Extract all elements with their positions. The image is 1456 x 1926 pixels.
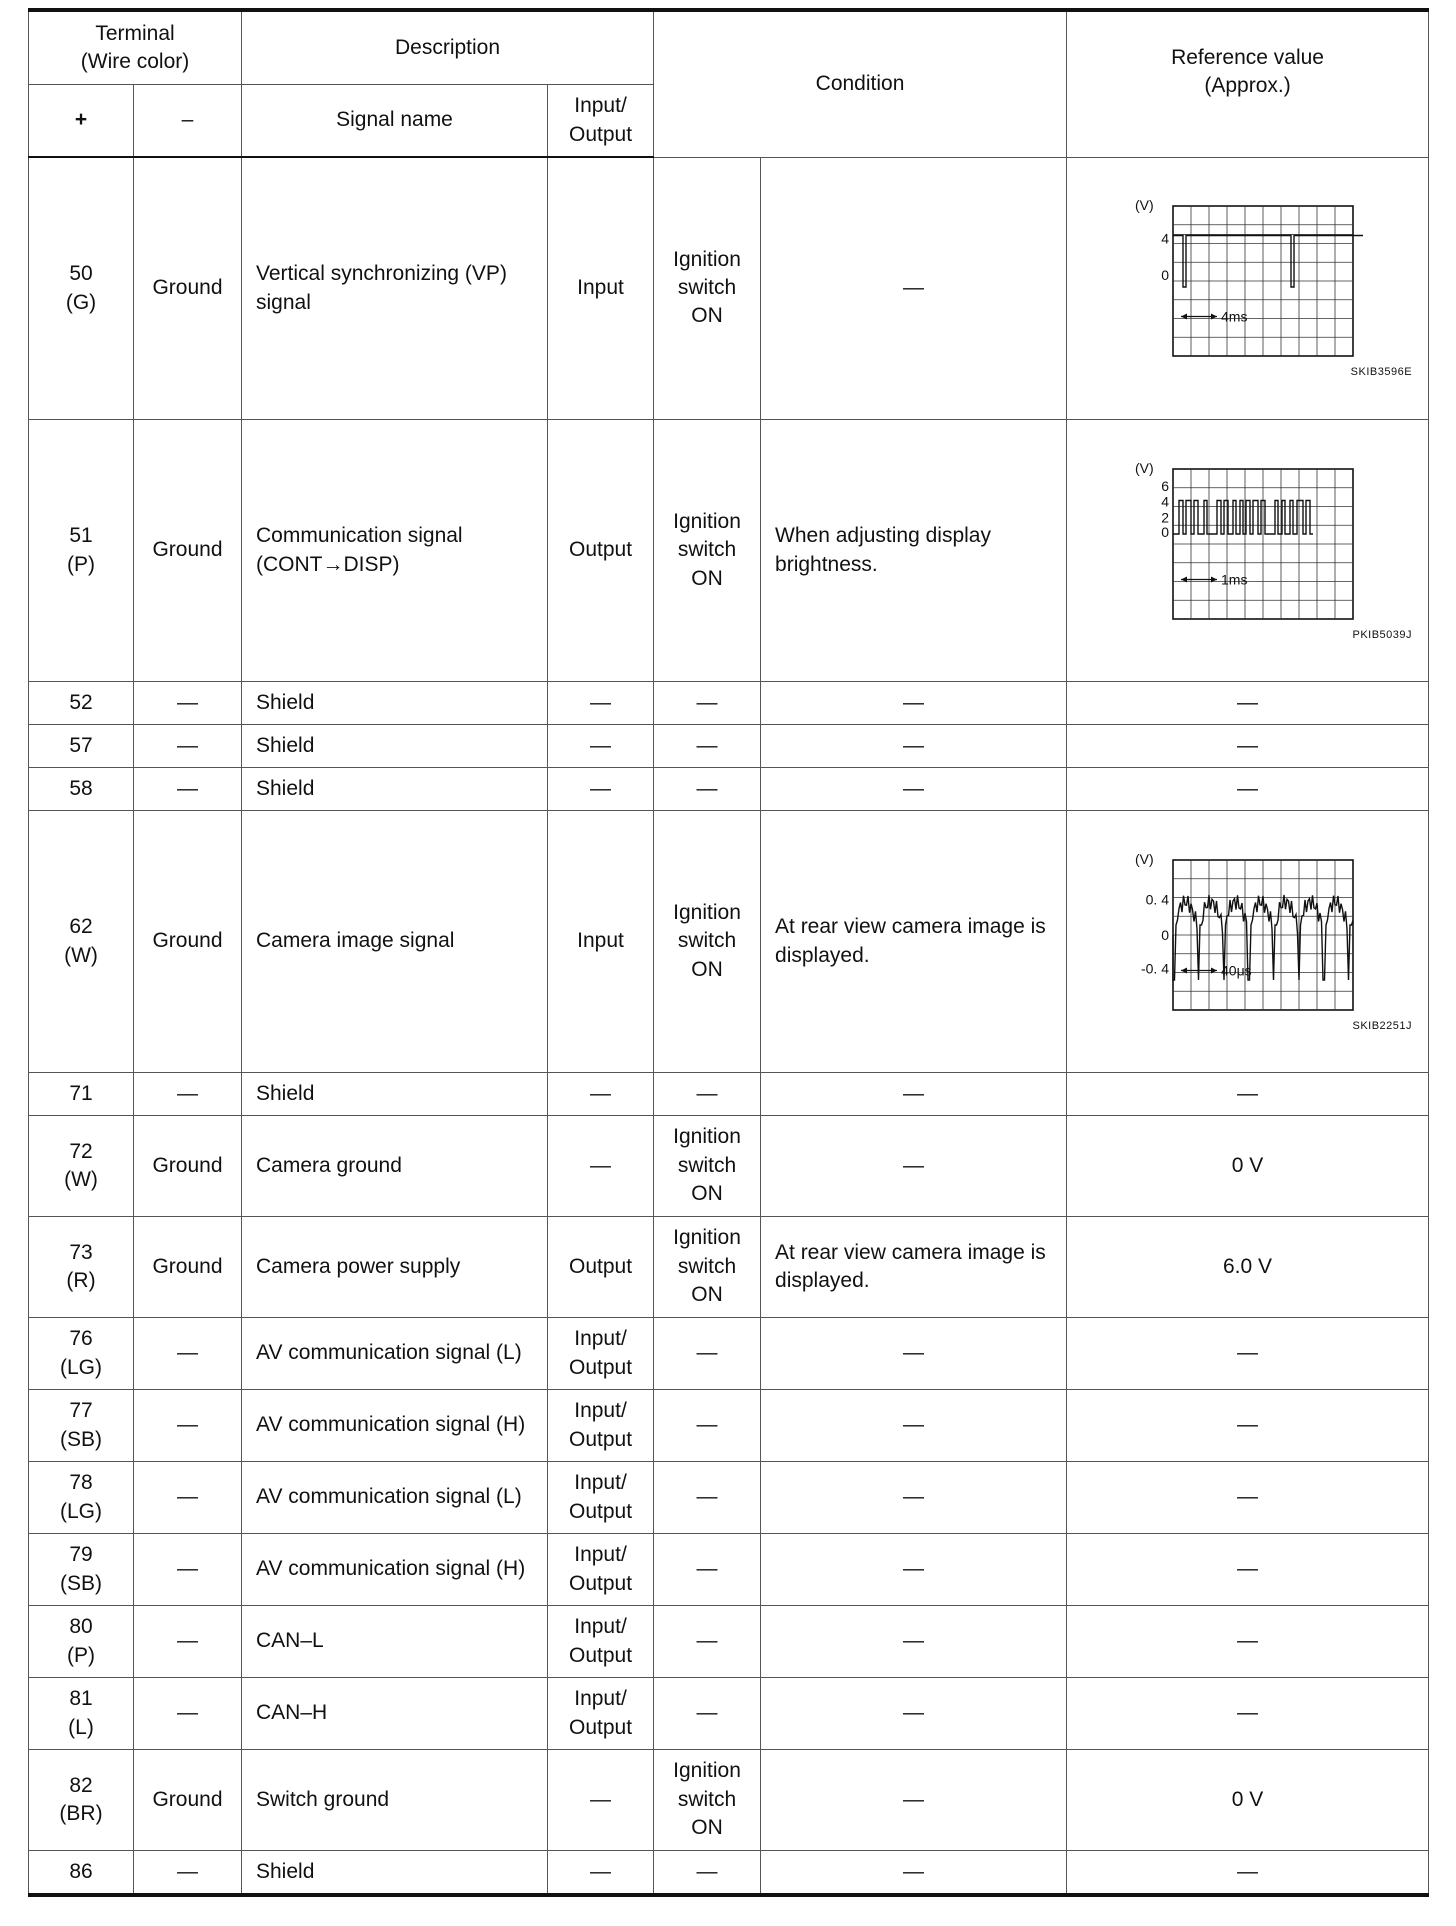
- table-row: [29, 1678, 1429, 1750]
- condition-desc-cell: —: [761, 682, 1067, 725]
- signal-name-cell: Communication signal (CONT→DISP): [242, 420, 548, 682]
- terminal-number: 58: [69, 776, 93, 800]
- condition-state-cell: Ignition switch ON: [654, 811, 761, 1073]
- signal-name-cell: Switch ground: [242, 1750, 548, 1851]
- terminal-minus-cell: Ground: [134, 1750, 242, 1851]
- waveform-w2: [1133, 459, 1363, 624]
- condition-state-cell: Ignition switch ON: [654, 1116, 761, 1217]
- condition-state-cell: —: [654, 1678, 761, 1750]
- condition-desc-cell: —: [761, 1606, 1067, 1678]
- terminal-number: 73: [69, 1240, 93, 1264]
- waveform-y-tick: 0: [1160, 523, 1169, 540]
- reference-value-cell: —: [1067, 725, 1429, 768]
- waveform-time-scale-label: 40μs: [1220, 962, 1252, 979]
- io-cell: —: [548, 725, 654, 768]
- condition-state-cell: —: [654, 1851, 761, 1896]
- signal-name-cell: Camera ground: [242, 1116, 548, 1217]
- io-cell: —: [548, 768, 654, 811]
- signal-name-cell: Shield: [242, 1851, 548, 1896]
- reference-value-cell: —: [1067, 1073, 1429, 1116]
- io-cell: Input/ Output: [548, 1318, 654, 1390]
- signal-name-cell: Shield: [242, 768, 548, 811]
- table-row: [29, 768, 1429, 811]
- reference-value-cell: [1067, 420, 1429, 682]
- condition-desc-cell: When adjusting display brightness.: [761, 420, 1067, 682]
- terminal-plus-cell: [29, 725, 134, 768]
- condition-desc-cell: —: [761, 725, 1067, 768]
- io-cell: Output: [548, 1217, 654, 1318]
- table-row: [29, 1318, 1429, 1390]
- condition-desc-cell: —: [761, 1073, 1067, 1116]
- terminal-minus-cell: —: [134, 725, 242, 768]
- condition-desc-cell: At rear view camera image is displayed.: [761, 1217, 1067, 1318]
- terminal-plus-cell: [29, 1116, 134, 1217]
- terminal-number: 71: [69, 1081, 93, 1105]
- condition-desc-cell: —: [761, 1851, 1067, 1896]
- terminal-plus-cell: [29, 1750, 134, 1851]
- table-row: [29, 1217, 1429, 1318]
- condition-desc-cell: —: [761, 1534, 1067, 1606]
- terminal-plus-cell: [29, 1678, 134, 1750]
- condition-desc-cell: —: [761, 1462, 1067, 1534]
- reference-header: [1067, 10, 1429, 157]
- reference-value-cell: [1067, 811, 1429, 1073]
- terminal-minus-cell: —: [134, 1073, 242, 1116]
- reference-value-cell: —: [1067, 1534, 1429, 1606]
- table-row: [29, 1073, 1429, 1116]
- description-header: Description: [242, 10, 654, 85]
- waveform-y-tick: 4: [1160, 230, 1169, 247]
- terminal-number: 86: [69, 1859, 93, 1883]
- terminal-number: 76: [69, 1327, 93, 1351]
- condition-state-cell: —: [654, 768, 761, 811]
- table-row: [29, 682, 1429, 725]
- wire-color: (L): [68, 1715, 94, 1739]
- waveform-y-tick: 0: [1160, 926, 1169, 943]
- waveform-y-tick: 4: [1160, 493, 1169, 510]
- io-cell: Input/ Output: [548, 1678, 654, 1750]
- wire-color: (LG): [60, 1499, 102, 1523]
- terminal-number: 78: [69, 1471, 93, 1495]
- signal-name-cell: Vertical synchronizing (VP) signal: [242, 157, 548, 420]
- condition-desc-cell: At rear view camera image is displayed.: [761, 811, 1067, 1073]
- table-row: [29, 1750, 1429, 1851]
- table-row: [29, 1116, 1429, 1217]
- waveform-trace: [1173, 500, 1313, 534]
- terminal-plus-cell: [29, 1606, 134, 1678]
- terminal-number: 52: [69, 690, 93, 714]
- terminal-number: 77: [69, 1399, 93, 1423]
- condition-desc-cell: —: [761, 1116, 1067, 1217]
- wire-color: (LG): [60, 1355, 102, 1379]
- reference-value-cell: [1067, 157, 1429, 420]
- wire-color: (P): [67, 552, 95, 576]
- reference-value-cell: 0 V: [1067, 1116, 1429, 1217]
- reference-value-cell: 6.0 V: [1067, 1217, 1429, 1318]
- io-cell: Output: [548, 420, 654, 682]
- waveform-unit-label: (V): [1134, 850, 1154, 867]
- condition-state-cell: Ignition switch ON: [654, 1217, 761, 1318]
- table-body: [29, 157, 1429, 1895]
- terminal-minus-cell: Ground: [134, 157, 242, 420]
- table-header: [29, 10, 1429, 157]
- terminal-plus-cell: [29, 420, 134, 682]
- signal-name-header: Signal name: [242, 85, 548, 158]
- terminal-reference-table: [28, 8, 1429, 1897]
- reference-value-cell: 0 V: [1067, 1750, 1429, 1851]
- table-row: [29, 811, 1429, 1073]
- signal-name-cell: CAN–H: [242, 1678, 548, 1750]
- plus-header: +: [29, 85, 134, 158]
- condition-state-cell: —: [654, 1318, 761, 1390]
- signal-name-cell: AV communication signal (H): [242, 1390, 548, 1462]
- terminal-number: 50: [69, 262, 93, 286]
- wire-color: (SB): [60, 1571, 102, 1595]
- terminal-number: 81: [69, 1687, 93, 1711]
- terminal-minus-cell: —: [134, 1534, 242, 1606]
- signal-name-cell: Shield: [242, 1073, 548, 1116]
- waveform-unit-label: (V): [1134, 459, 1154, 476]
- waveform-figure-code: PKIB5039J: [1352, 628, 1413, 641]
- terminal-number: 62: [69, 915, 93, 939]
- io-cell: Input/ Output: [548, 1534, 654, 1606]
- condition-state-cell: —: [654, 1606, 761, 1678]
- waveform-figure: [1073, 850, 1422, 1034]
- terminal-plus-cell: [29, 1073, 134, 1116]
- condition-desc-cell: —: [761, 1750, 1067, 1851]
- condition-desc-cell: —: [761, 1678, 1067, 1750]
- table-row: [29, 1534, 1429, 1606]
- io-cell: Input: [548, 811, 654, 1073]
- condition-state-cell: Ignition switch ON: [654, 420, 761, 682]
- terminal-minus-cell: —: [134, 1678, 242, 1750]
- signal-name-cell: Shield: [242, 682, 548, 725]
- terminal-minus-cell: —: [134, 1851, 242, 1896]
- terminal-plus-cell: [29, 1534, 134, 1606]
- terminal-minus-cell: —: [134, 1318, 242, 1390]
- signal-name-cell: AV communication signal (H): [242, 1534, 548, 1606]
- terminal-plus-cell: [29, 157, 134, 420]
- waveform-y-tick: 6: [1160, 477, 1169, 494]
- terminal-plus-cell: [29, 1462, 134, 1534]
- reference-value-cell: —: [1067, 1462, 1429, 1534]
- io-cell: —: [548, 1851, 654, 1896]
- signal-name-cell: Camera image signal: [242, 811, 548, 1073]
- condition-desc-cell: —: [761, 1390, 1067, 1462]
- condition-state-cell: —: [654, 1073, 761, 1116]
- io-header-line2: Output: [568, 122, 633, 146]
- terminal-plus-cell: [29, 768, 134, 811]
- terminal-header-line2: (Wire color): [80, 50, 190, 73]
- reference-value-cell: —: [1067, 1678, 1429, 1750]
- terminal-reference-table-sheet: [28, 8, 1428, 1897]
- signal-name-cell: AV communication signal (L): [242, 1462, 548, 1534]
- terminal-minus-cell: Ground: [134, 811, 242, 1073]
- terminal-minus-cell: —: [134, 1606, 242, 1678]
- condition-state-cell: Ignition switch ON: [654, 157, 761, 420]
- condition-state-cell: —: [654, 1462, 761, 1534]
- terminal-number: 51: [69, 524, 93, 548]
- terminal-header: [29, 10, 242, 85]
- io-header-line1: Input/: [574, 94, 627, 118]
- signal-name-cell: CAN–L: [242, 1606, 548, 1678]
- condition-state-cell: —: [654, 1534, 761, 1606]
- minus-header: –: [134, 85, 242, 158]
- terminal-minus-cell: Ground: [134, 420, 242, 682]
- waveform-time-scale-label: 4ms: [1220, 308, 1247, 325]
- terminal-number: 79: [69, 1543, 93, 1567]
- signal-name-cell: AV communication signal (L): [242, 1318, 548, 1390]
- waveform-time-scale-label: 1ms: [1220, 571, 1247, 588]
- io-header: [548, 85, 654, 158]
- condition-state-cell: —: [654, 725, 761, 768]
- waveform-y-tick: -0. 4: [1140, 960, 1169, 977]
- table-row: [29, 1390, 1429, 1462]
- waveform-y-tick: 0. 4: [1145, 891, 1169, 908]
- terminal-plus-cell: [29, 811, 134, 1073]
- condition-desc-cell: —: [761, 157, 1067, 420]
- waveform-w1: [1133, 196, 1363, 361]
- condition-state-cell: —: [654, 1390, 761, 1462]
- terminal-plus-cell: [29, 1318, 134, 1390]
- terminal-number: 82: [69, 1773, 93, 1797]
- io-cell: —: [548, 1116, 654, 1217]
- reference-value-cell: —: [1067, 682, 1429, 725]
- waveform-grid: [1173, 469, 1353, 619]
- condition-desc-cell: —: [761, 1318, 1067, 1390]
- wire-color: (R): [66, 1269, 96, 1292]
- io-cell: Input: [548, 157, 654, 420]
- terminal-number: 72: [69, 1139, 93, 1163]
- table-row: [29, 1606, 1429, 1678]
- waveform-unit-label: (V): [1134, 197, 1154, 214]
- table-row: [29, 420, 1429, 682]
- terminal-minus-cell: Ground: [134, 1217, 242, 1318]
- condition-header: Condition: [654, 10, 1067, 157]
- waveform-figure: [1073, 196, 1422, 380]
- reference-value-cell: —: [1067, 1851, 1429, 1896]
- terminal-plus-cell: [29, 1851, 134, 1896]
- reference-value-cell: —: [1067, 768, 1429, 811]
- waveform-y-tick: 2: [1160, 508, 1169, 525]
- terminal-header-line1: Terminal: [95, 21, 175, 45]
- terminal-minus-cell: —: [134, 1462, 242, 1534]
- wire-color: (W): [64, 943, 98, 967]
- reference-header-line1: Reference value: [1171, 46, 1324, 69]
- signal-name-cell: Camera power supply: [242, 1217, 548, 1318]
- reference-header-line2: (Approx.): [1204, 74, 1291, 98]
- io-cell: —: [548, 1073, 654, 1116]
- io-cell: —: [548, 682, 654, 725]
- condition-desc-cell: —: [761, 768, 1067, 811]
- wire-color: (W): [64, 1168, 98, 1191]
- table-row: [29, 725, 1429, 768]
- io-cell: —: [548, 1750, 654, 1851]
- condition-state-cell: Ignition switch ON: [654, 1750, 761, 1851]
- waveform-figure-code: SKIB3596E: [1350, 366, 1413, 379]
- terminal-plus-cell: [29, 682, 134, 725]
- wire-color: (SB): [60, 1427, 102, 1451]
- reference-value-cell: —: [1067, 1606, 1429, 1678]
- terminal-number: 80: [69, 1615, 93, 1639]
- terminal-minus-cell: —: [134, 1390, 242, 1462]
- terminal-minus-cell: Ground: [134, 1116, 242, 1217]
- waveform-y-tick: 0: [1160, 267, 1169, 284]
- terminal-plus-cell: [29, 1217, 134, 1318]
- table-row: [29, 1462, 1429, 1534]
- reference-value-cell: —: [1067, 1318, 1429, 1390]
- signal-name-cell: Shield: [242, 725, 548, 768]
- waveform-figure-code: SKIB2251J: [1352, 1019, 1413, 1032]
- terminal-minus-cell: —: [134, 768, 242, 811]
- waveform-figure: [1073, 459, 1422, 643]
- io-cell: Input/ Output: [548, 1390, 654, 1462]
- reference-value-cell: —: [1067, 1390, 1429, 1462]
- terminal-number: 57: [69, 733, 93, 757]
- io-cell: Input/ Output: [548, 1462, 654, 1534]
- wire-color: (P): [67, 1643, 95, 1667]
- terminal-plus-cell: [29, 1390, 134, 1462]
- waveform-grid: [1173, 206, 1353, 356]
- table-row: [29, 1851, 1429, 1896]
- io-cell: Input/ Output: [548, 1606, 654, 1678]
- terminal-minus-cell: —: [134, 682, 242, 725]
- table-row: [29, 157, 1429, 420]
- wire-color: (G): [65, 290, 97, 314]
- waveform-w3: [1133, 850, 1363, 1015]
- wire-color: (BR): [59, 1802, 103, 1825]
- condition-state-cell: —: [654, 682, 761, 725]
